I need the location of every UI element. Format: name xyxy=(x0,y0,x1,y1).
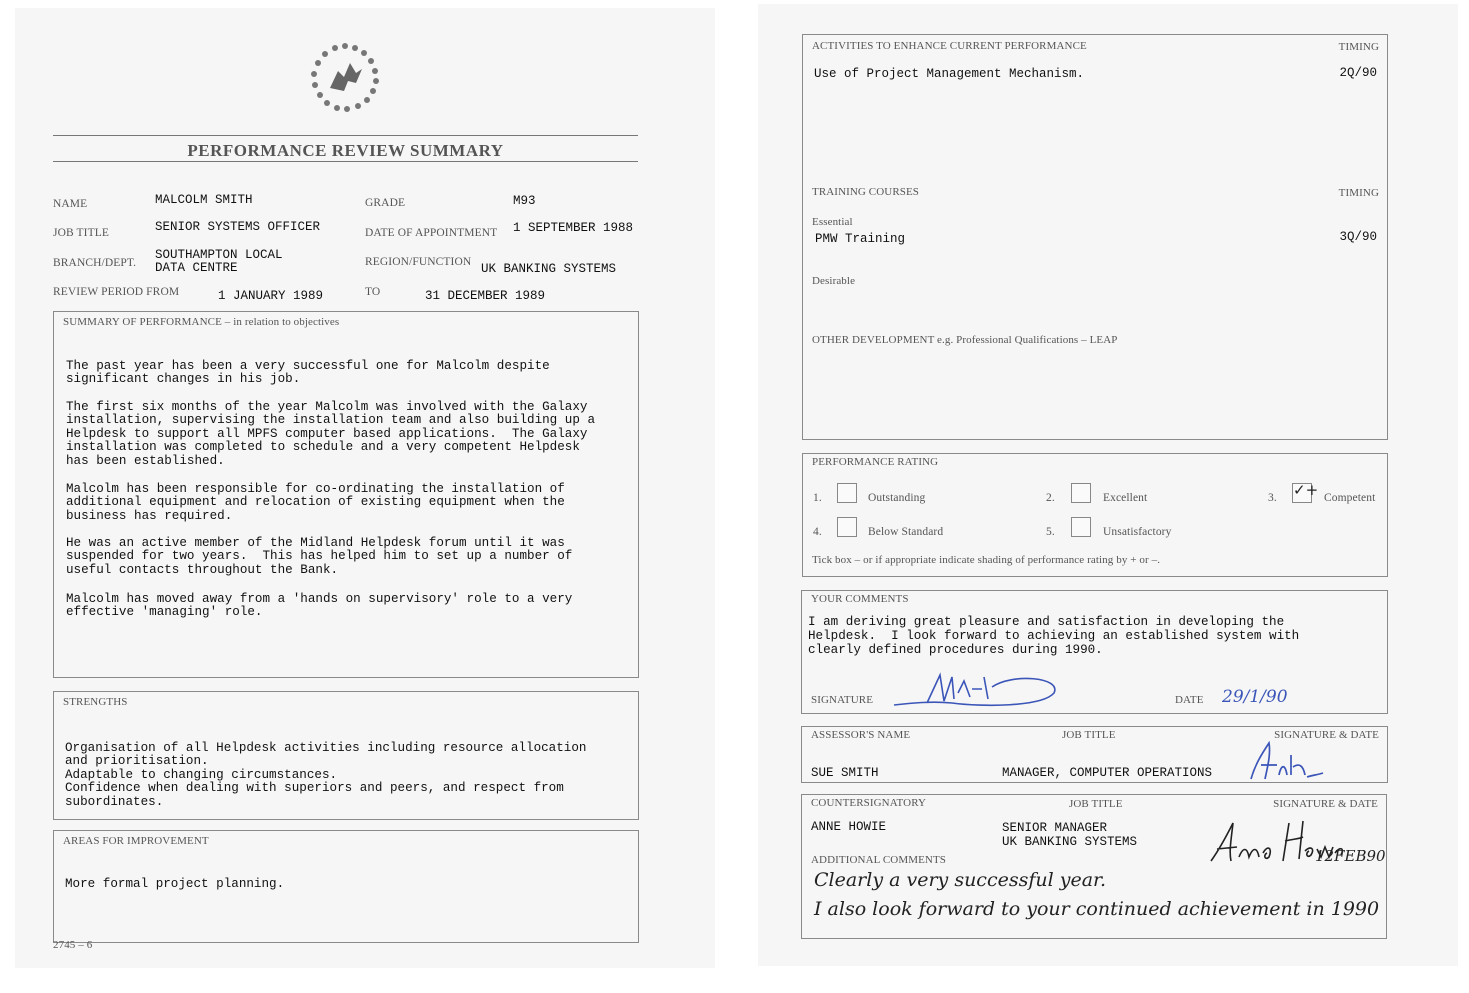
date-of-appointment-label: DATE OF APPOINTMENT xyxy=(365,227,498,239)
training-heading: TRAINING COURSES xyxy=(812,186,920,198)
review-from-value: 1 JANUARY 1989 xyxy=(218,289,324,303)
signature-label: SIGNATURE xyxy=(811,694,874,706)
rating-4-label: Below Standard xyxy=(868,526,944,538)
check-plus-mark: ✓+ xyxy=(1293,481,1319,499)
name-label: NAME xyxy=(53,198,88,210)
title-rule-top xyxy=(53,135,638,136)
assessor-job-title-value: MANAGER, COMPUTER OPERATIONS xyxy=(1002,766,1213,780)
other-development-label: OTHER DEVELOPMENT e.g. Professional Qualifications – LEAP xyxy=(812,334,1118,346)
job-title-value: SENIOR SYSTEMS OFFICER xyxy=(155,220,321,234)
countersignatory-sig-label: SIGNATURE & DATE xyxy=(1273,798,1378,810)
desirable-label: Desirable xyxy=(812,275,856,287)
job-title-label: JOB TITLE xyxy=(53,227,109,239)
assessor-job-title-label: JOB TITLE xyxy=(1062,729,1116,741)
rating-4-num: 4. xyxy=(813,526,822,538)
essential-item: PMW Training xyxy=(815,232,906,246)
rating-3-num: 3. xyxy=(1268,492,1277,504)
assessor-box xyxy=(801,726,1388,783)
griffin-logo xyxy=(310,43,380,113)
summary-paragraph-2: The first six months of the year Malcolm was involved with the Galaxy installation, supervising the installation team and also building up a Helpdesk to support all MPFS computer based applications. The Galaxy installation was completed to schedule and a very competent Helpdesk has been established. xyxy=(66,400,596,468)
strengths-box xyxy=(53,691,639,820)
summary-box xyxy=(53,311,639,678)
summary-paragraph-4: He was an active member of the Midland Helpdesk forum until it was suspended for two years. This has helped him to set up a number of useful contacts throughout the Bank. xyxy=(66,536,573,577)
summary-paragraph-3: Malcolm has been responsible for co-ordinating the installation of additional equipment and relocation of existing equipment when the business has required. xyxy=(66,482,565,523)
to-label: TO xyxy=(365,286,381,298)
assessor-name-value: SUE SMITH xyxy=(811,766,879,780)
improvement-heading: AREAS FOR IMPROVEMENT xyxy=(63,835,209,847)
your-comments-text: I am deriving great pleasure and satisfaction in developing the Helpdesk. I look forward to achieving an established system with clearly defined procedures during 1990. xyxy=(808,615,1300,657)
additional-comment-line1: Clearly a very successful year. xyxy=(814,869,1107,891)
review-from-label: REVIEW PERIOD FROM xyxy=(53,286,180,298)
date-of-appointment-value: 1 SEPTEMBER 1988 xyxy=(513,221,634,235)
rating-3-label: Competent xyxy=(1324,492,1376,504)
rating-excellent-checkbox[interactable] xyxy=(1071,483,1091,503)
activities-timing-label: TIMING xyxy=(1338,41,1379,53)
activities-heading: ACTIVITIES TO ENHANCE CURRENT PERFORMANCE xyxy=(812,40,1087,52)
branch-value-line1: SOUTHAMPTON LOCAL xyxy=(155,248,283,262)
activities-item-timing: 2Q/90 xyxy=(1339,66,1377,80)
region-label: REGION/FUNCTION xyxy=(365,256,472,268)
essential-item-timing: 3Q/90 xyxy=(1339,230,1377,244)
page-title: PERFORMANCE REVIEW SUMMARY xyxy=(187,141,504,160)
form-number: 2745 – 6 xyxy=(53,939,93,951)
improvement-box xyxy=(53,830,639,943)
grade-label: GRADE xyxy=(365,197,406,209)
your-comments-box xyxy=(801,590,1388,714)
summary-heading xyxy=(63,316,339,328)
rating-competent-checkbox[interactable] xyxy=(1292,481,1319,503)
strengths-text: Organisation of all Helpdesk activities including resource allocation and prioritisation. Adaptable to changing circumstances. Confidence when dealing with superiors and peers, and respect from subordinates. xyxy=(65,741,587,809)
additional-comments-label: ADDITIONAL COMMENTS xyxy=(811,854,947,866)
training-timing-label: TIMING xyxy=(1338,187,1379,199)
branch-label: BRANCH/DEPT. xyxy=(53,257,137,269)
summary-paragraph-5: Malcolm has moved away from a 'hands on supervisory' role to a very effective 'managing' role. xyxy=(66,592,573,620)
summary-heading-text: SUMMARY OF PERFORMANCE xyxy=(63,316,222,328)
assessor-sig-label: SIGNATURE & DATE xyxy=(1274,729,1379,741)
assessor-signature xyxy=(1247,735,1327,783)
rating-2-num: 2. xyxy=(1046,492,1055,504)
countersignatory-job-title-line2: UK BANKING SYSTEMS xyxy=(1002,835,1138,849)
rating-note: Tick box – or if appropriate indicate shading of performance rating by + or –. xyxy=(812,554,1161,566)
activities-item: Use of Project Management Mechanism. xyxy=(814,67,1085,81)
rating-outstanding-checkbox[interactable] xyxy=(837,483,857,503)
summary-subheading: – in relation to objectives xyxy=(224,316,340,328)
countersignatory-job-title-label: JOB TITLE xyxy=(1069,798,1123,810)
countersignatory-label: COUNTERSIGNATORY xyxy=(811,797,927,809)
title-rule-bottom xyxy=(53,161,638,162)
countersignatory-name-value: ANNE HOWIE xyxy=(811,820,887,834)
development-box xyxy=(802,34,1388,440)
region-value: UK BANKING SYSTEMS xyxy=(481,262,617,276)
to-value: 31 DECEMBER 1989 xyxy=(425,289,546,303)
date-value: 29/1/90 xyxy=(1222,687,1288,707)
rating-below-standard-checkbox[interactable] xyxy=(837,517,857,537)
countersignatory-box xyxy=(801,794,1387,939)
left-page xyxy=(15,8,715,968)
grade-value: M93 xyxy=(513,194,536,208)
your-comments-heading: YOUR COMMENTS xyxy=(811,593,909,605)
rating-5-num: 5. xyxy=(1046,526,1055,538)
rating-2-label: Excellent xyxy=(1103,492,1148,504)
assessor-name-label: ASSESSOR'S NAME xyxy=(811,729,911,741)
rating-unsatisfactory-checkbox[interactable] xyxy=(1071,517,1091,537)
employee-signature xyxy=(892,663,1062,711)
essential-label: Essential xyxy=(812,216,853,228)
summary-paragraph-1: The past year has been a very successful one for Malcolm despite significant changes in his job. xyxy=(66,359,550,387)
strengths-heading: STRENGTHS xyxy=(63,696,128,708)
branch-value-line2: DATA CENTRE xyxy=(155,261,238,275)
rating-1-label: Outstanding xyxy=(868,492,926,504)
date-label: DATE xyxy=(1175,694,1204,706)
performance-rating-box xyxy=(802,453,1388,577)
additional-comment-line2: I also look forward to your continued achievement in 1990 xyxy=(814,898,1380,920)
countersignatory-job-title-line1: SENIOR MANAGER xyxy=(1002,821,1108,835)
name-value: MALCOLM SMITH xyxy=(155,193,253,207)
rating-heading: PERFORMANCE RATING xyxy=(812,456,939,468)
rating-1-num: 1. xyxy=(813,492,822,504)
rating-5-label: Unsatisfactory xyxy=(1103,526,1172,538)
countersignatory-sig-date: 12FEB90 xyxy=(1315,847,1386,865)
right-page xyxy=(758,4,1458,966)
improvement-text: More formal project planning. xyxy=(65,877,285,891)
